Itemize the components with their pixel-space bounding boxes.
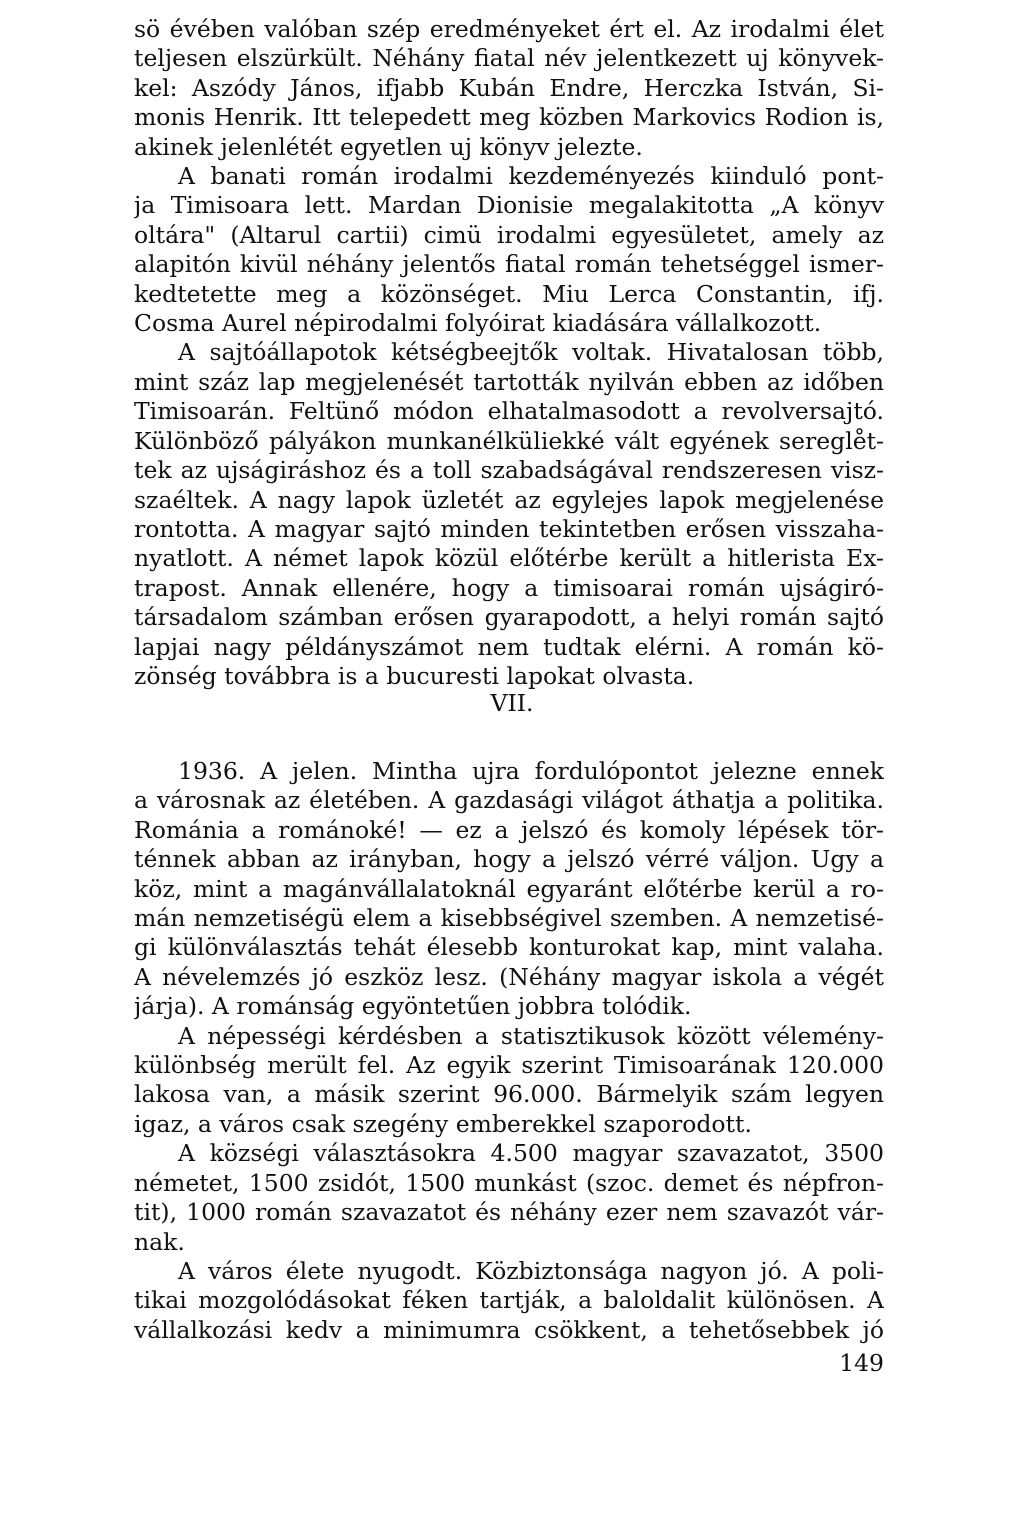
text-line: zönség továbbra is a bucuresti lapokat olvasta. (134, 661, 695, 690)
text-line: köz, mint a magánvállalatoknál egyaránt előtérbe kerül a ro- (134, 874, 884, 903)
text-line: akinek jelenlétét egyetlen uj könyv jelezte. (134, 132, 643, 161)
text-line: különbség merült fel. Az egyik szerint Timisoarának 120.000 (134, 1051, 884, 1080)
text-line: igaz, a város csak szegény emberekkel szaporodott. (134, 1109, 752, 1138)
text-line: nyatlott. A német lapok közül előtérbe került a hitlerista Ex- (134, 544, 884, 573)
text-line: A város élete nyugodt. Közbiztonsága nagyon jó. A poli- (178, 1256, 884, 1285)
text-line: nak. (134, 1227, 185, 1256)
text-line: szaéltek. A nagy lapok üzletét az egylejes lapok megjelenése (134, 485, 884, 514)
text-line: a városnak az életében. A gazdasági világot áthatja a politika. (134, 786, 884, 815)
text-line: Románia a románoké! — ez a jelszó és komoly lépések tör- (134, 815, 884, 844)
text-line: A községi választásokra 4.500 magyar szavazatot, 3500 (178, 1139, 884, 1168)
text-line: társadalom számban erősen gyarapodott, a helyi román sajtó (134, 603, 884, 632)
text-line: A népességi kérdésben a statisztikusok között vélemény- (178, 1021, 884, 1050)
text-line: Cosma Aurel népirodalmi folyóirat kiadására vállalkozott. (134, 309, 822, 338)
text-line: ténnek abban az irányban, hogy a jelszó vérré váljon. Ugy a (134, 845, 884, 874)
text-line: alapitón kivül néhány jelentős fiatal román tehetséggel ismer- (134, 250, 884, 279)
text-line: gi különválasztás tehát élesebb konturokat kap, mint valaha. (134, 933, 884, 962)
text-line: mán nemzetiségü elem a kisebbségivel szemben. A nemzetisé- (134, 904, 884, 933)
text-line: lapjai nagy példányszámot nem tudtak elérni. A román kö- (134, 632, 884, 661)
text-line: tek az ujságiráshoz és a toll szabadságával rendszeresen visz- (134, 456, 884, 485)
text-line: járja). A románság egyöntetűen jobbra tolódik. (134, 992, 692, 1021)
text-line: teljesen elszürkült. Néhány fiatal név jelentkezett uj könyvek- (134, 44, 884, 73)
text-line: A banati román irodalmi kezdeményezés kiinduló pont- (178, 162, 884, 191)
text-line: kel: Aszódy János, ifjabb Kubán Endre, Herczka István, Si- (134, 73, 884, 102)
text-line: 1936. A jelen. Mintha ujra fordulópontot jelezne ennek (178, 757, 884, 785)
text-line: lakosa van, a másik szerint 96.000. Bármelyik szám legyen (134, 1080, 884, 1109)
text-line: ja Timisoara lett. Mardan Dionisie megalakitotta „A könyv (134, 191, 884, 220)
text-line: németet, 1500 zsidót, 1500 munkást (szoc. demet és népfron- (134, 1168, 884, 1197)
text-line: monis Henrik. Itt telepedett meg közben Markovics Rodion is, (134, 103, 884, 132)
text-line: Különböző pályákon munkanélküliekké vált egyének seregle̊t- (134, 426, 884, 455)
text-line: tit), 1000 román szavazatot és néhány ezer nem szavazót vár- (134, 1198, 884, 1227)
text-line: vállalkozási kedv a minimumra csökkent, a tehetősebbek jó (134, 1315, 884, 1344)
text-line: sö évében valóban szép eredményeket ért el. Az irodalmi élet (134, 15, 884, 43)
body-text-bottom (134, 757, 884, 1345)
text-line: oltára" (Altarul cartii) cimü irodalmi egyesületet, amely az (134, 220, 884, 249)
text-line: Timisoarán. Feltünő módon elhatalmasodott a revolversajtó. (134, 397, 884, 426)
text-line: kedtetette meg a közönséget. Miu Lerca Constantin, ifj. (134, 279, 884, 308)
text-line: A sajtóállapotok kétségbeejtők voltak. Hivatalosan több, (178, 338, 884, 367)
body-text-top (134, 15, 884, 691)
text-line: tikai mozgolódásokat féken tartják, a baloldalit különösen. A (134, 1286, 884, 1315)
text-line: rontotta. A magyar sajtó minden tekintetben erősen visszaha- (134, 514, 884, 543)
text-line: trapost. Annak ellenére, hogy a timisoarai román ujságiró- (134, 573, 884, 602)
chapter-heading: VII. (490, 689, 534, 717)
text-line: mint száz lap megjelenését tartották nyilván ebben az időben (134, 367, 884, 396)
text-line: A névelemzés jó eszköz lesz. (Néhány magyar iskola a végét (134, 962, 884, 991)
page-number: 149 (839, 1349, 884, 1377)
